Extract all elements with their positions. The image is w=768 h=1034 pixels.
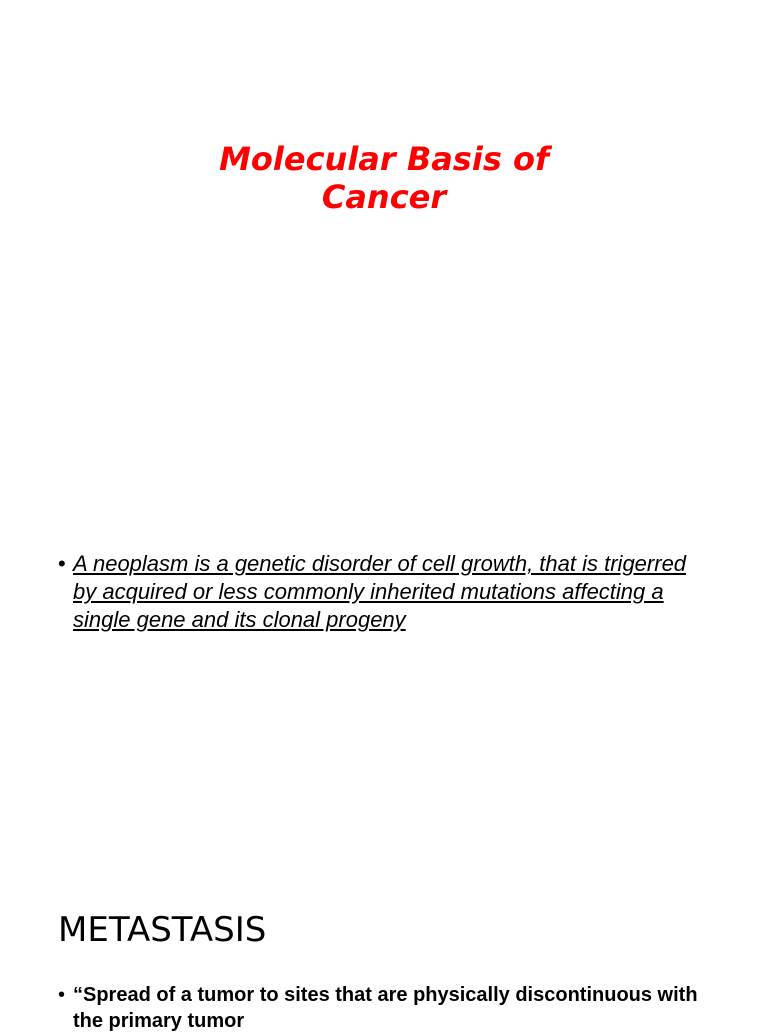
slide-title bbox=[0, 140, 768, 216]
metastasis-heading: METASTASIS bbox=[58, 910, 267, 950]
neoplasm-definition-bullet bbox=[58, 550, 708, 634]
slide-title-line-2: Cancer bbox=[321, 178, 447, 216]
metastasis-definition-bullet bbox=[58, 982, 708, 1034]
slide-title-line-1: Molecular Basis of bbox=[219, 140, 549, 178]
bullet-marker: • bbox=[58, 984, 66, 1006]
bullet-marker: • bbox=[58, 551, 66, 576]
metastasis-definition-text: “Spread of a tumor to sites that are physically discontinuous with the primary tumor bbox=[73, 984, 698, 1032]
neoplasm-definition-text: A neoplasm is a genetic disorder of cell growth, that is trigerred by acquired or less commonly inherited mutations affecting a single gene and its clonal progeny bbox=[73, 551, 687, 632]
